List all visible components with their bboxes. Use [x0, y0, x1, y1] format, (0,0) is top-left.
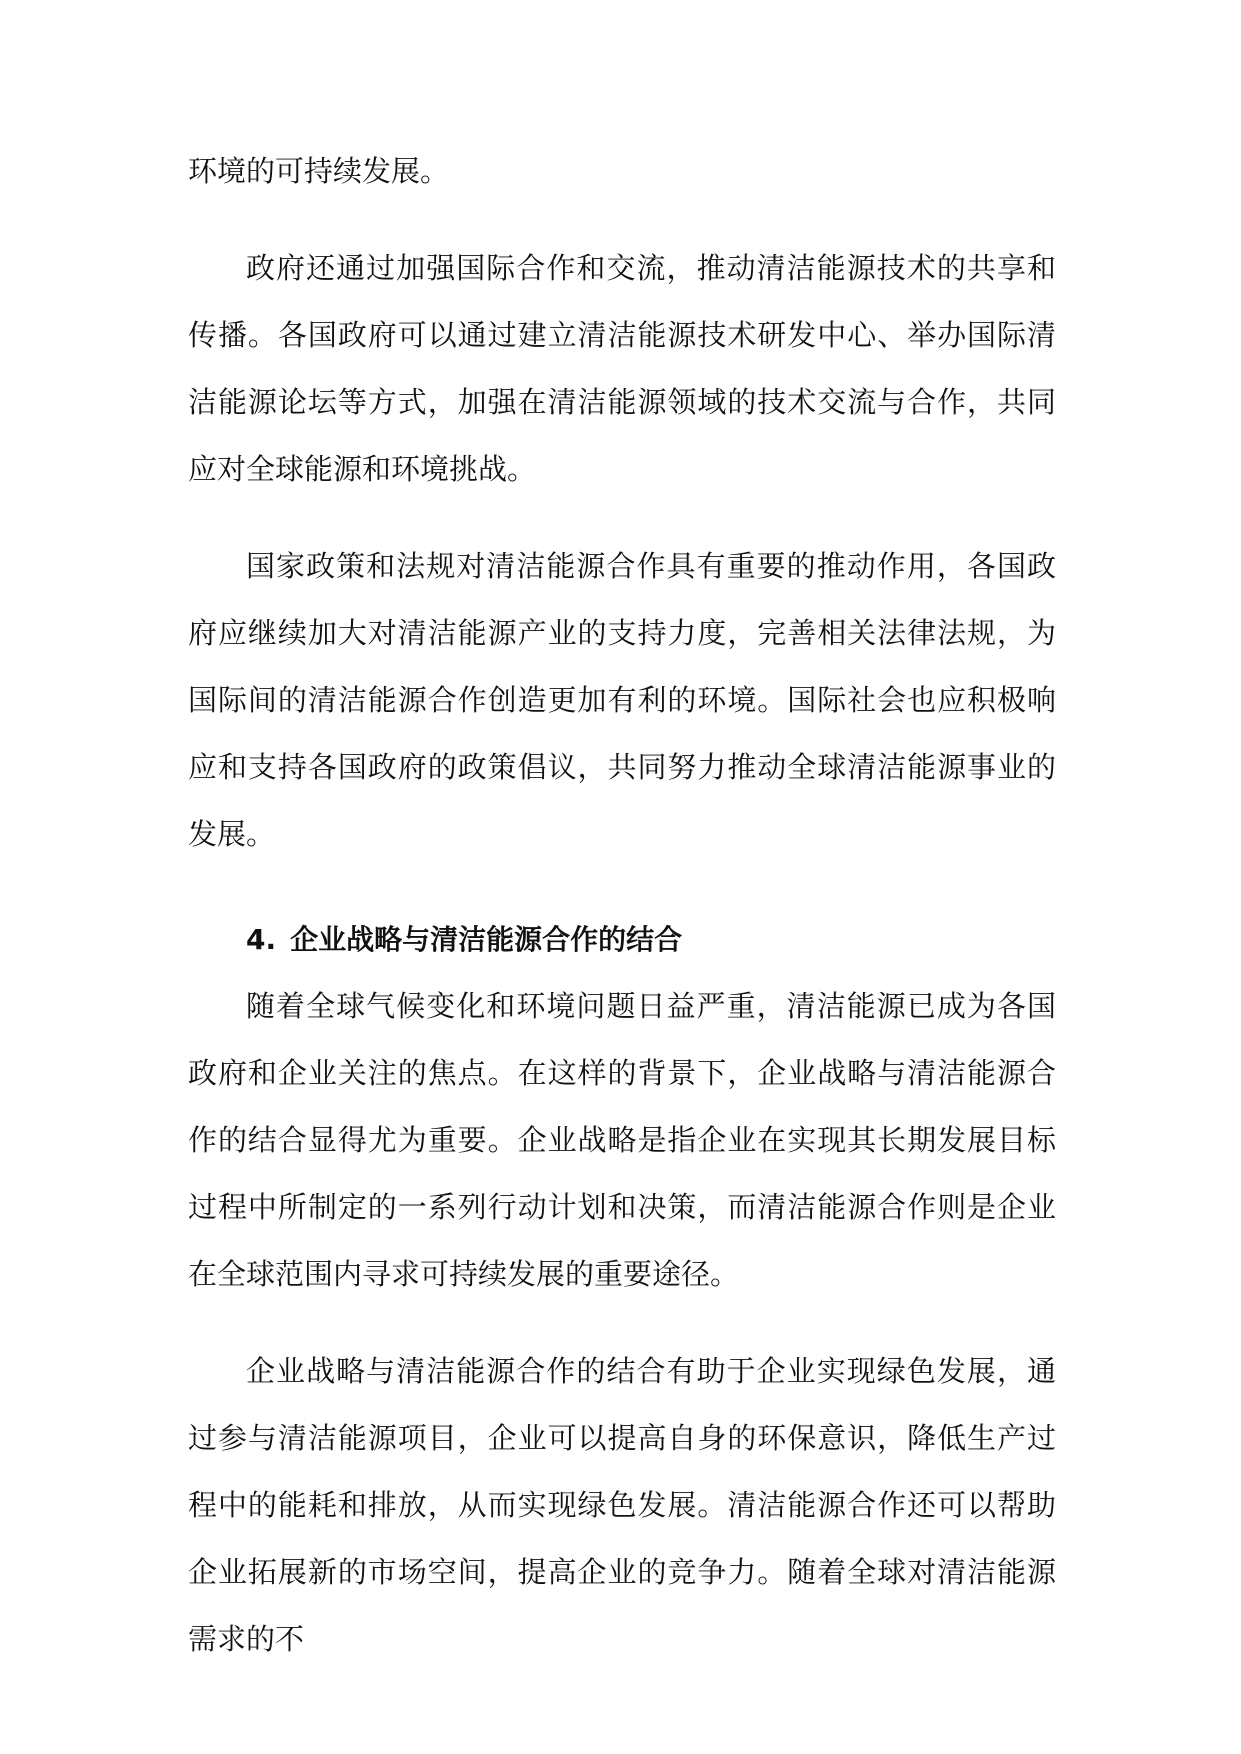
paragraph-green-development: 企业战略与清洁能源合作的结合有助于企业实现绿色发展，通过参与清洁能源项目，企业可以提高自身的环保意识，降低生产过程中的能耗和排放，从而实现绿色发展。清洁能源合作还可以帮助企业拓展新的市场空间，提高企业的竞争力。随着全球对清洁能源需求的不: [188, 1354, 1056, 1656]
paragraph-international-cooperation: 政府还通过加强国际合作和交流，推动清洁能源技术的共享和传播。各国政府可以通过建立清洁能源技术研发中心、举办国际清洁能源论坛等方式，加强在清洁能源领域的技术交流与合作，共同应对全球能源和环境挑战。: [188, 251, 1056, 486]
paragraph-strategy-background: 随着全球气候变化和环境问题日益严重，清洁能源已成为各国政府和企业关注的焦点。在这样的背景下，企业战略与清洁能源合作的结合显得尤为重要。企业战略是指企业在实现其长期发展目标过程中所制定的一系列行动计划和决策，而清洁能源合作则是企业在全球范围内寻求可持续发展的重要途径。: [188, 989, 1056, 1291]
paragraph-policy-regulation: 国家政策和法规对清洁能源合作具有重要的推动作用，各国政府应继续加大对清洁能源产业的支持力度，完善相关法律法规，为国际间的清洁能源合作创造更加有利的环境。国际社会也应积极响应和支持各国政府的政策倡议，共同努力推动全球清洁能源事业的发展。: [188, 549, 1056, 851]
paragraph-continuation: 环境的可持续发展。: [188, 154, 450, 188]
section-title: 企业战略与清洁能源合作的结合: [290, 923, 683, 956]
document-body: [188, 138, 1056, 1673]
section-number: 4.: [246, 923, 277, 956]
section-heading: [188, 906, 1056, 973]
